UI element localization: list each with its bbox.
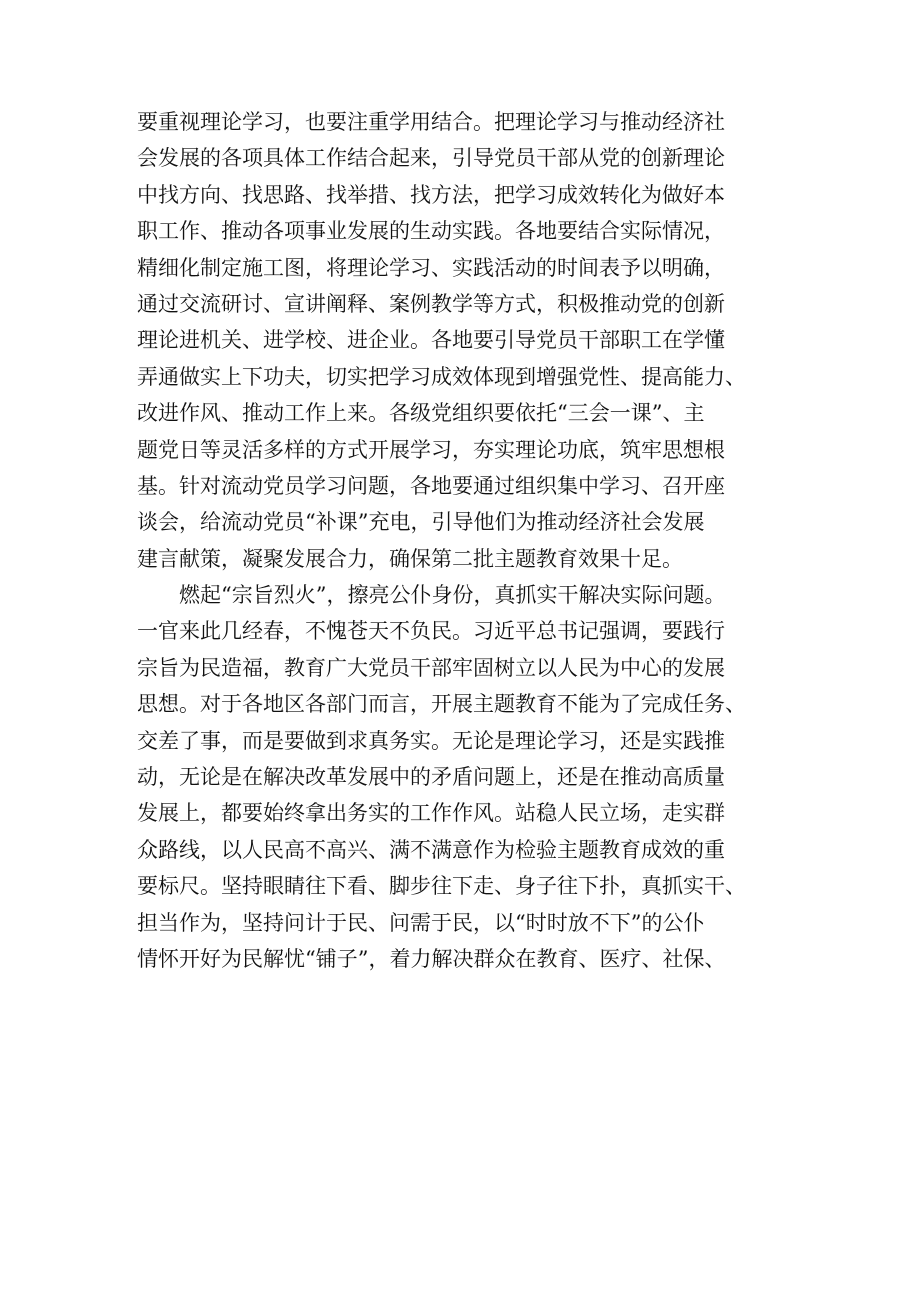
- text-line-1: 要重视理论学习，也要注重学用结合。把理论学习与推动经济社: [137, 110, 725, 134]
- text-line-17: 思想。对于各地区各部门而言，开展主题教育不能为了完成任务、: [137, 692, 746, 717]
- text-line-20: 发展上，都要始终拿出务实的工作作风。站稳人民立场，走实群: [137, 801, 725, 826]
- text-line-10: 题党日等灵活多样的方式开展学习，夯实理论功底，筑牢思想根: [137, 437, 725, 462]
- text-line-14: 燃起“宗旨烈火”，擦亮公仆身份，真抓实干解决实际问题。: [137, 583, 726, 608]
- text-line-7: 理论进机关、进学校、进企业。各地要引导党员干部职工在学懂: [137, 328, 725, 353]
- text-line-12: 谈会，给流动党员“补课”充电，引导他们为推动经济社会发展: [137, 510, 705, 535]
- text-line-13: 建言献策，凝聚发展合力，确保第二批主题教育效果十足。: [137, 546, 683, 571]
- body-text: [137, 104, 817, 977]
- text-line-6: 通过交流研讨、宣讲阐释、案例教学等方式，积极推动党的创新: [137, 291, 725, 316]
- text-line-22: 要标尺。坚持眼睛往下看、脚步往下走、身子往下扑，真抓实干、: [137, 874, 746, 899]
- text-line-21: 众路线，以人民高不高兴、满不满意作为检验主题教育成效的重: [137, 837, 725, 862]
- text-line-5: 精细化制定施工图，将理论学习、实践活动的时间表予以明确，: [137, 255, 725, 280]
- text-line-11: 基。针对流动党员学习问题，各地要通过组织集中学习、召开座: [137, 473, 725, 498]
- text-line-16: 宗旨为民造福，教育广大党员干部牢固树立以人民为中心的发展: [137, 655, 725, 680]
- text-line-15: 一官来此几经春，不愧苍天不负民。习近平总书记强调，要践行: [137, 619, 725, 644]
- text-line-23: 担当作为，坚持问计于民、问需于民，以“时时放不下”的公仆: [137, 910, 705, 935]
- text-line-19: 动，无论是在解决改革发展中的矛盾问题上，还是在推动高质量: [137, 765, 725, 790]
- text-line-8: 弄通做实上下功夫，切实把学习成效体现到增强党性、提高能力、: [137, 364, 746, 389]
- text-line-4: 职工作、推动各项事业发展的生动实践。各地要结合实际情况，: [137, 219, 725, 244]
- text-line-2: 会发展的各项具体工作结合起来，引导党员干部从党的创新理论: [137, 146, 725, 171]
- text-line-3: 中找方向、找思路、找举措、找方法，把学习成效转化为做好本: [137, 182, 725, 207]
- text-line-9: 改进作风、推动工作上来。各级党组织要依托“三会一课”、主: [137, 401, 705, 426]
- text-line-18: 交差了事，而是要做到求真务实。无论是理论学习，还是实践推: [137, 728, 725, 753]
- text-line-24: 情怀开好为民解忧“铺子”，着力解决群众在教育、医疗、社保、: [137, 946, 726, 971]
